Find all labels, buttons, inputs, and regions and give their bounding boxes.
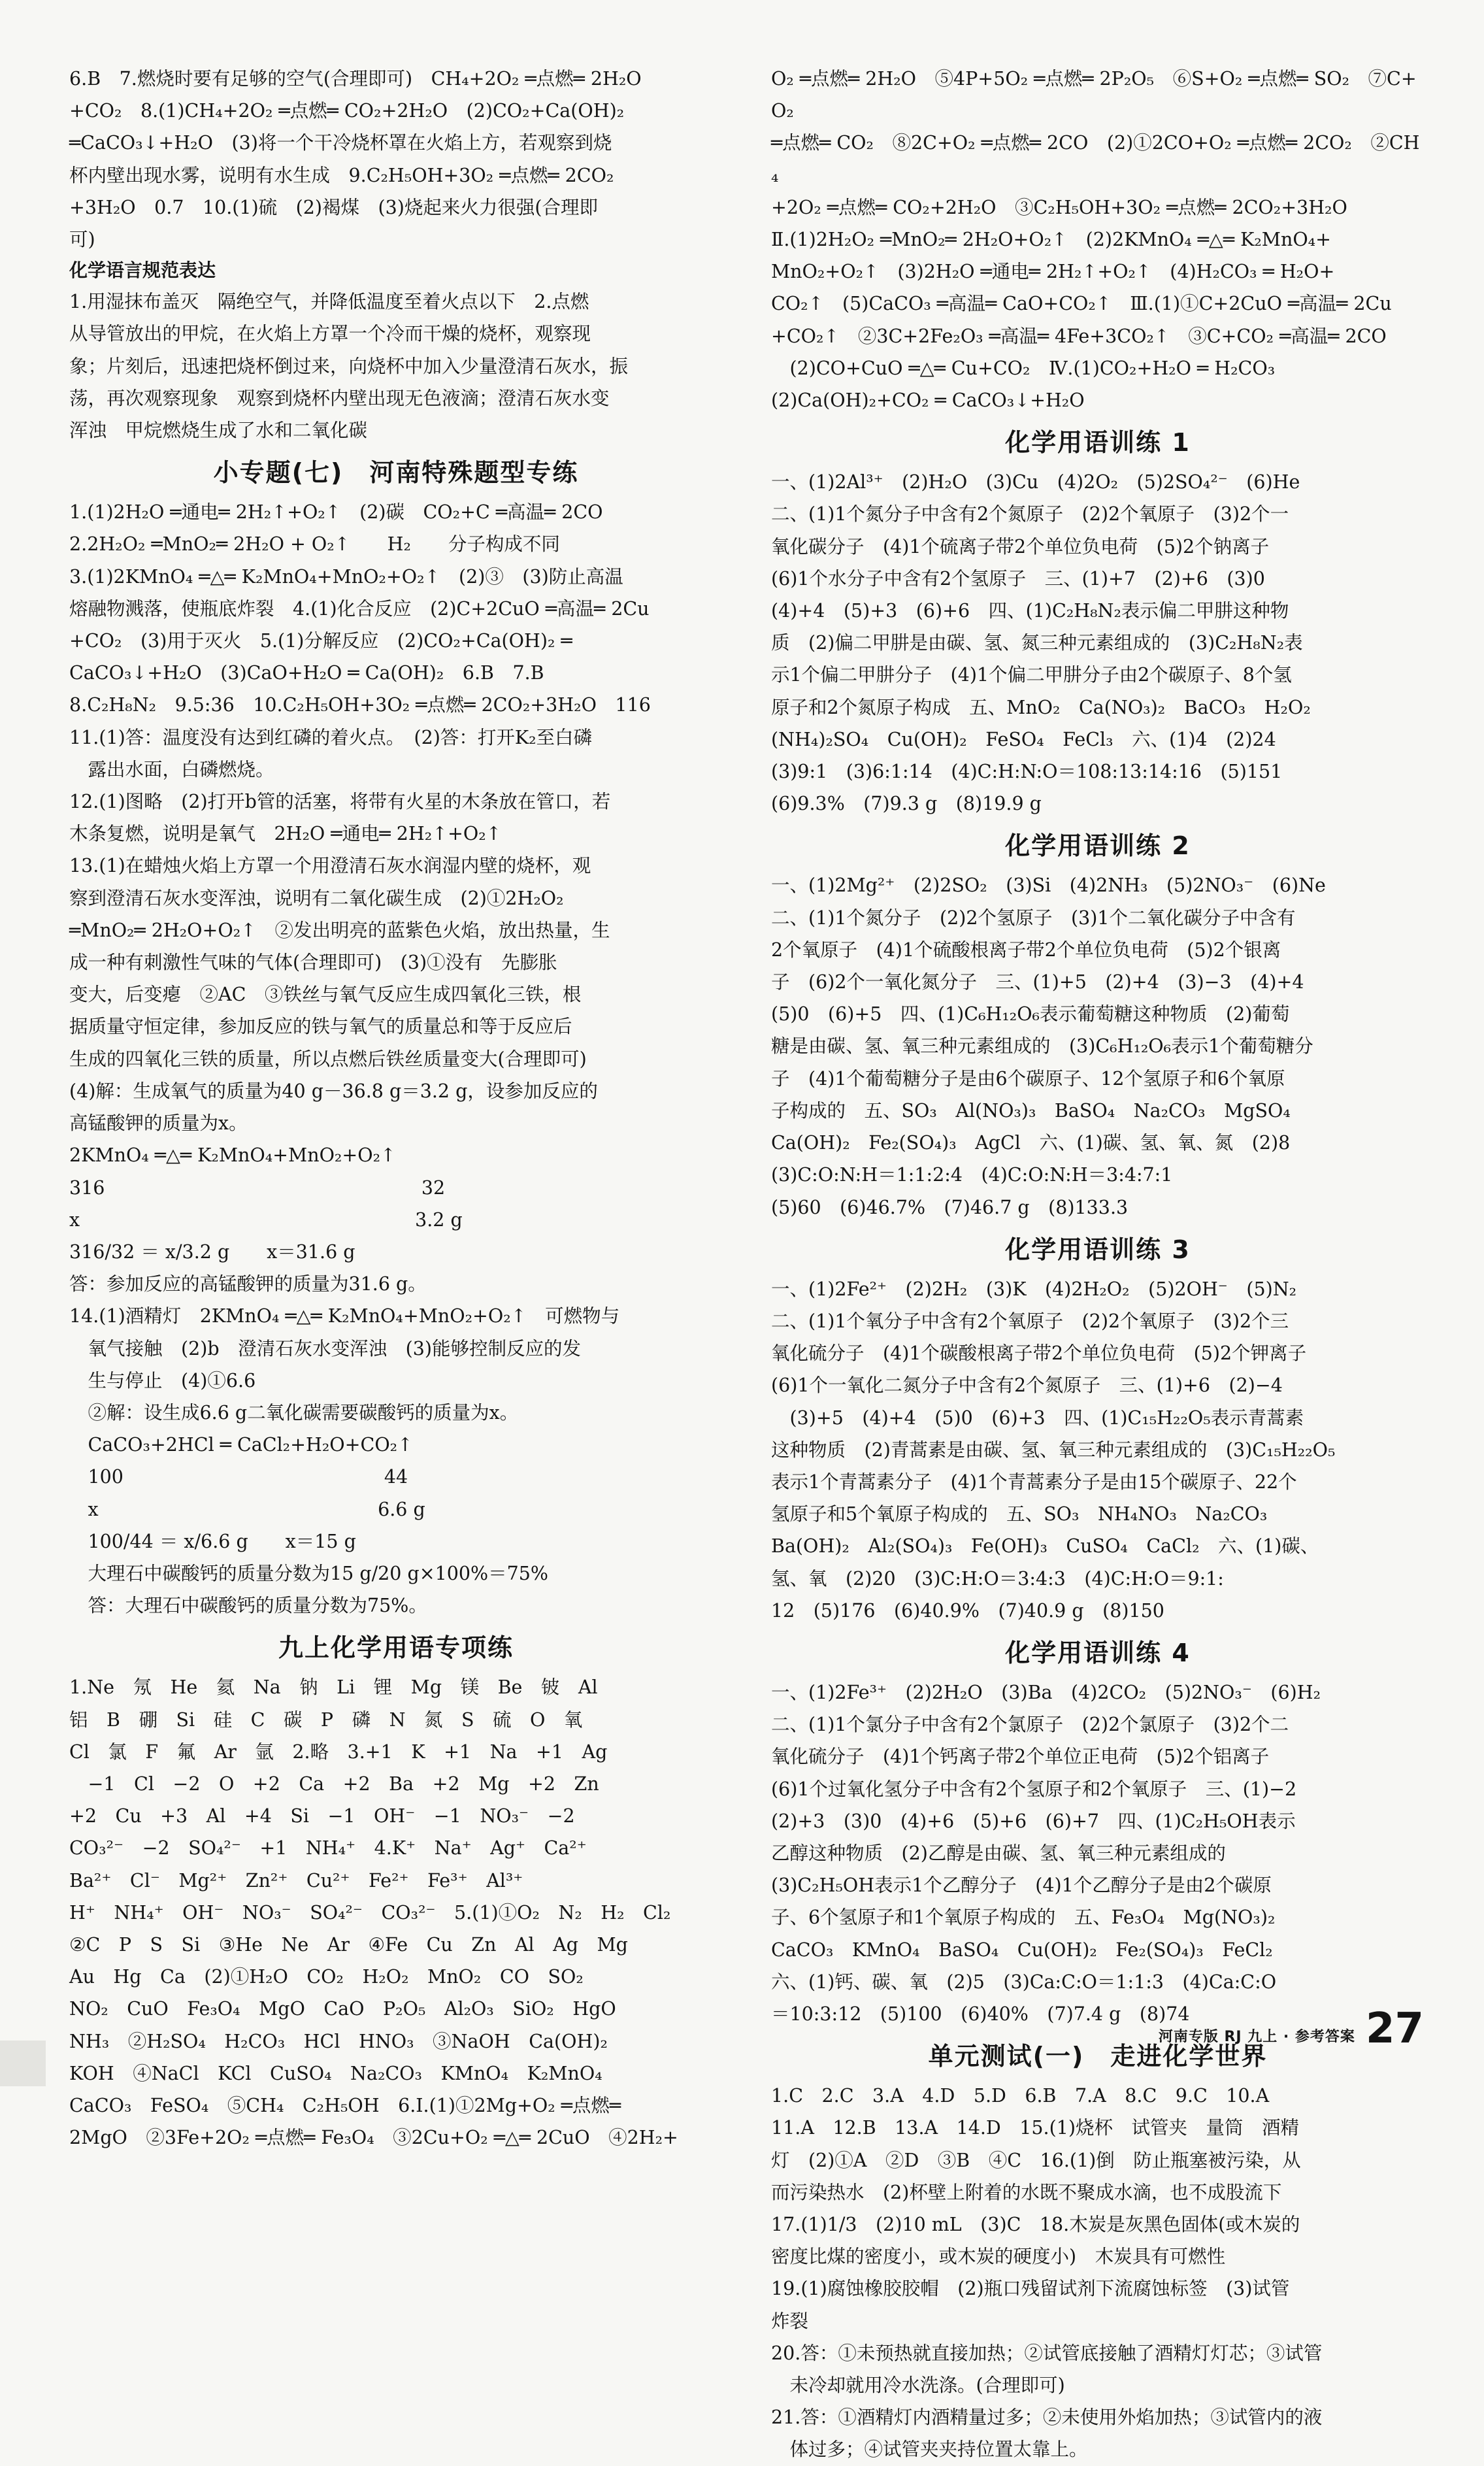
section-title: 化学用语训练 3: [1005, 1235, 1191, 1264]
answer-line: 氧化硫分子 (4)1个碳酸根离子带2个单位负电荷 (5)2个钾离子: [771, 1342, 1307, 1365]
answer-line: 子 (4)1个葡萄糖分子是由6个碳原子、12个氢原子和6个氧原: [771, 1067, 1285, 1090]
answer-line: 14.(1)酒精灯 2KMnO₄ ═△═ K₂MnO₄+MnO₂+O₂↑ 可燃物与: [69, 1305, 620, 1327]
answer-line: 乙醇这种物质 (2)乙醇是由碳、氢、氧三种元素组成的: [771, 1842, 1226, 1864]
answer-line: (6)9.3% (7)9.3 g (8)19.9 g: [771, 793, 1042, 815]
answer-line: ═CaCO₃↓+H₂O (3)将一个干冷烧杯罩在火焰上方，若观察到烧: [69, 132, 612, 154]
answer-line: 据质量守恒定律，参加反应的铁与氧气的质量总和等于反应后: [69, 1016, 572, 1038]
answer-block: [771, 1676, 1425, 2030]
answer-line: 1.Ne 氖 He 氦 Na 钠 Li 锂 Mg 镁 Be 铍 Al: [69, 1676, 598, 1699]
answer-line: (3)+5 (4)+4 (5)0 (6)+3 四、(1)C₁₅H₂₂O₅表示青蒿素: [771, 1407, 1304, 1429]
answer-line: 变大，后变瘪 ②AC ③铁丝与氧气反应生成四氧化三铁，根: [69, 984, 582, 1006]
answer-block: [771, 466, 1425, 820]
answer-line: 密度比煤的密度小，或木炭的硬度小) 木炭具有可燃性: [771, 2246, 1226, 2268]
answer-line: 17.(1)1/3 (2)10 mL (3)C 18.木炭是灰黑色固体(或木炭的: [771, 2213, 1300, 2235]
answer-line: 未冷却就用冷水洗涤。(合理即可): [771, 2374, 1065, 2396]
answer-line: 子 (6)2个一氧化氮分子 三、(1)+5 (2)+4 (3)−3 (4)+4: [771, 971, 1304, 993]
page-footer: [1158, 2005, 1424, 2053]
answer-line: (3)C₂H₅OH表示1个乙醇分子 (4)1个乙醇分子是由2个碳原: [771, 1874, 1272, 1897]
answer-line: 木条复燃，说明是氧气 2H₂O ═通电═ 2H₂↑+O₂↑: [69, 823, 502, 845]
answer-line: (NH₄)₂SO₄ Cu(OH)₂ FeSO₄ FeCl₃ 六、(1)4 (2)24: [771, 728, 1276, 750]
answer-line: 灯 (2)①A ②D ③B ④C 16.(1)倒 防止瓶塞被污染，从: [771, 2149, 1301, 2171]
answer-line: 316/32 ＝ x/3.2 g x＝31.6 g: [69, 1241, 355, 1263]
answer-line: 1.(1)2H₂O ═通电═ 2H₂↑+O₂↑ (2)碳 CO₂+C ═高温═ 2CO: [69, 501, 603, 524]
answer-line: (4)解：生成氧气的质量为40 g－36.8 g＝3.2 g，设参加反应的: [69, 1080, 598, 1102]
answer-line: 从导管放出的甲烷，在火焰上方罩一个冷而干燥的烧杯，观察现: [69, 323, 591, 345]
answer-line: Ca(OH)₂ Fe₂(SO₄)₃ AgCl 六、(1)碳、氢、氧、氮 (2)8: [771, 1132, 1291, 1154]
answer-line: 100 44: [69, 1466, 408, 1488]
answer-line: Ba(OH)₂ Al₂(SO₄)₃ Fe(OH)₃ CuSO₄ CaCl₂ 六、(1)碳、: [771, 1535, 1319, 1558]
answer-line: ═MnO₂═ 2H₂O+O₂↑ ②发出明亮的蓝紫色火焰，放出热量，生: [69, 919, 610, 941]
answer-line: 12 (5)176 (6)40.9% (7)40.9 g (8)150: [771, 1599, 1164, 1622]
answer-block: [69, 286, 723, 446]
answer-line: 一、(1)2Fe³⁺ (2)2H₂O (3)Ba (4)2CO₂ (5)2NO₃⁻ (6)H₂: [771, 1681, 1321, 1703]
answer-line: Au Hg Ca (2)①H₂O CO₂ H₂O₂ MnO₂ CO SO₂: [69, 1966, 584, 1988]
answer-block: [69, 1671, 723, 2154]
answer-line: 答：参加反应的高锰酸钾的质量为31.6 g。: [69, 1273, 427, 1295]
answer-line: 1.用湿抹布盖灭 隔绝空气，并降低温度至着火点以下 2.点燃: [69, 291, 589, 313]
answer-line: CaCO₃↓+H₂O (3)CaO+H₂O ═ Ca(OH)₂ 6.B 7.B: [69, 662, 544, 684]
answer-line: CaCO₃ FeSO₄ ⑤CH₄ C₂H₅OH 6.Ⅰ.(1)①2Mg+O₂ ═点燃═: [69, 2094, 621, 2116]
answer-line: 荡，再次观察现象 观察到烧杯内壁出现无色液滴；澄清石灰水变: [69, 387, 610, 409]
answer-line: 20.答：①未预热就直接加热；②试管底接触了酒精灯灯芯；③试管: [771, 2342, 1323, 2364]
answer-line: ②解：设生成6.6 g二氧化碳需要碳酸钙的质量为x。: [69, 1401, 519, 1424]
answer-line: 氧化碳分子 (4)1个硫离子带2个单位负电荷 (5)2个钠离子: [771, 535, 1270, 558]
answer-line: (6)1个一氧化二氮分子中含有2个氮原子 三、(1)+6 (2)−4: [771, 1375, 1283, 1397]
answer-line: 成一种有刺激性气味的气体(合理即可) (3)①没有 先膨胀: [69, 952, 557, 974]
answer-block: [69, 496, 723, 1622]
answer-line: 氢原子和5个氧原子构成的 五、SO₃ NH₄NO₃ Na₂CO₃: [771, 1503, 1268, 1525]
answer-line: 熔融物溅落，使瓶底炸裂 4.(1)化合反应 (2)C+2CuO ═高温═ 2Cu: [69, 597, 650, 620]
answer-line: 100/44 ＝ x/6.6 g x＝15 g: [69, 1530, 356, 1552]
answer-line: (3)9:1 (3)6:1:14 (4)C:H:N:O＝108:13:14:16 (5)151: [771, 761, 1283, 783]
section-title: 化学用语训练 2: [1005, 831, 1191, 861]
answer-line: 而污染热水 (2)杯壁上附着的水既不聚成水滴，也不成股流下: [771, 2181, 1282, 2203]
answer-line: +2 Cu +3 Al +4 Si −1 OH⁻ −1 NO₃⁻ −2: [69, 1805, 575, 1827]
answer-line: H⁺ NH₄⁺ OH⁻ NO₃⁻ SO₄²⁻ CO₃²⁻ 5.(1)①O₂ N₂ H₂ Cl₂: [69, 1901, 671, 1924]
answer-line: +2O₂ ═点燃═ CO₂+2H₂O ③C₂H₅OH+3O₂ ═点燃═ 2CO₂+3H₂O: [771, 196, 1347, 218]
answer-line: CaCO₃ KMnO₄ BaSO₄ Cu(OH)₂ Fe₂(SO₄)₃ FeCl₂: [771, 1939, 1273, 1961]
right-column: [771, 63, 1425, 2466]
section-title: 单元测试(一) 走进化学世界: [928, 2042, 1268, 2071]
answer-line: 答：大理石中碳酸钙的质量分数为75%。: [69, 1595, 427, 1617]
answer-line: 二、(1)1个氮分子中含有2个氮原子 (2)2个氧原子 (3)2个一: [771, 503, 1289, 525]
answer-block: [771, 1273, 1425, 1627]
answer-line: NO₂ CuO Fe₃O₄ MgO CaO P₂O₅ Al₂O₃ SiO₂ HgO: [69, 1998, 616, 2020]
answer-line: +CO₂ (3)用于灭火 5.(1)分解反应 (2)CO₂+Ca(OH)₂ ═: [69, 630, 572, 652]
answer-line: 表示1个青蒿素分子 (4)1个青蒿素分子是由15个碳原子、22个: [771, 1471, 1297, 1493]
answer-line: x 3.2 g: [69, 1208, 463, 1231]
answer-line: (6)1个水分子中含有2个氢原子 三、(1)+7 (2)+6 (3)0: [771, 567, 1265, 590]
answer-line: 316 32: [69, 1176, 446, 1199]
answer-line: 二、(1)1个氧分子中含有2个氧原子 (2)2个氧原子 (3)2个三: [771, 1310, 1289, 1332]
answer-line: 露出水面，白磷燃烧。: [69, 758, 274, 780]
answer-line: 13.(1)在蜡烛火焰上方罩一个用澄清石灰水润湿内壁的烧杯，观: [69, 855, 591, 877]
answer-line: O₂ ═点燃═ 2H₂O ⑤4P+5O₂ ═点燃═ 2P₂O₅ ⑥S+O₂ ═点燃═ SO₂ ⑦C+O₂: [771, 68, 1417, 122]
answer-line: 6.B 7.燃烧时要有足够的空气(合理即可) CH₄+2O₂ ═点燃═ 2H₂O: [69, 68, 642, 90]
answer-line: +3H₂O 0.7 10.(1)硫 (2)褐煤 (3)烧起来火力很强(合理即: [69, 196, 599, 218]
answer-line: (2)CO+CuO ═△═ Cu+CO₂ Ⅳ.(1)CO₂+H₂O ═ H₂CO₃: [771, 357, 1276, 379]
footer-text: 河南专版 RJ 九上 · 参考答案: [1158, 2029, 1355, 2045]
answer-line: 察到澄清石灰水变浑浊，说明有二氧化碳生成 (2)①2H₂O₂: [69, 887, 564, 909]
answer-line: Ba²⁺ Cl⁻ Mg²⁺ Zn²⁺ Cu²⁺ Fe²⁺ Fe³⁺ Al³⁺: [69, 1869, 523, 1891]
scan-corner: [0, 2041, 46, 2086]
answer-line: (4)+4 (5)+3 (6)+6 四、(1)C₂H₈N₂表示偏二甲肼这种物: [771, 600, 1289, 622]
answer-line: 可): [69, 229, 95, 251]
answer-line: 3.(1)2KMnO₄ ═△═ K₂MnO₄+MnO₂+O₂↑ (2)③ (3)防止高温: [69, 565, 623, 588]
answer-line: MnO₂+O₂↑ (3)2H₂O ═通电═ 2H₂↑+O₂↑ (4)H₂CO₃ ═ H₂O+: [771, 261, 1335, 283]
answer-line: 氢、氧 (2)20 (3)C:H:O＝3:4:3 (4)C:H:O＝9:1:: [771, 1567, 1224, 1590]
answer-line: CO₃²⁻ −2 SO₄²⁻ +1 NH₄⁺ 4.K⁺ Na⁺ Ag⁺ Ca²⁺: [69, 1837, 587, 1859]
answer-line: 生成的四氧化三铁的质量，所以点燃后铁丝质量变大(合理即可): [69, 1048, 587, 1070]
section-title: 化学用语训练 4: [1005, 1638, 1191, 1667]
answer-line: Cl 氯 F 氟 Ar 氩 2.略 3.+1 K +1 Na +1 Ag: [69, 1741, 608, 1763]
answer-line: 2个氧原子 (4)1个硫酸根离子带2个单位负电荷 (5)2个银离: [771, 939, 1281, 961]
answer-line: 2MgO ②3Fe+2O₂ ═点燃═ Fe₃O₄ ③2Cu+O₂ ═△═ 2CuO ④2H₂+: [69, 2127, 678, 2149]
answer-line: CaCO₃+2HCl ═ CaCl₂+H₂O+CO₂↑: [69, 1434, 413, 1456]
answer-line: 一、(1)2Fe²⁺ (2)2H₂ (3)K (4)2H₂O₂ (5)2OH⁻ (5)N₂: [771, 1278, 1297, 1300]
answer-line: x 6.6 g: [69, 1498, 425, 1520]
answer-line: 子构成的 五、SO₃ Al(NO₃)₃ BaSO₄ Na₂CO₃ MgSO₄: [771, 1099, 1291, 1122]
answer-line: 大理石中碳酸钙的质量分数为15 g/20 g×100%＝75%: [69, 1562, 548, 1584]
answer-block: [771, 869, 1425, 1223]
answer-line: 一、(1)2Mg²⁺ (2)2SO₂ (3)Si (4)2NH₃ (5)2NO₃⁻ (6)Ne: [771, 875, 1326, 897]
answer-line: 2KMnO₄ ═△═ K₂MnO₄+MnO₂+O₂↑: [69, 1144, 396, 1167]
answer-line: KOH ④NaCl KCl CuSO₄ Na₂CO₃ KMnO₄ K₂MnO₄: [69, 2062, 602, 2084]
answer-line: (3)C:O:N:H＝1:1:2:4 (4)C:O:N:H＝3:4:7:1: [771, 1164, 1173, 1186]
answer-line: +CO₂↑ ②3C+2Fe₂O₃ ═高温═ 4Fe+3CO₂↑ ③C+CO₂ ═高温═ 2CO: [771, 325, 1387, 347]
answer-line: CO₂↑ (5)CaCO₃ ═高温═ CaO+CO₂↑ Ⅲ.(1)①C+2CuO ═高温═ 2Cu: [771, 293, 1392, 315]
answer-line: 炸裂: [771, 2310, 809, 2332]
answer-line: 六、(1)钙、碳、氧 (2)5 (3)Ca:C:O＝1:1:3 (4)Ca:C:O: [771, 1971, 1277, 1993]
answer-line: 高锰酸钾的质量为x。: [69, 1112, 248, 1135]
section-title: 化学用语训练 1: [1005, 428, 1191, 458]
answer-line: 11.A 12.B 13.A 14.D 15.(1)烧杯 试管夹 量筒 酒精: [771, 2117, 1299, 2139]
answer-line: 浑浊 甲烷燃烧生成了水和二氧化碳: [69, 420, 368, 442]
section-title: 小专题(七) 河南特殊题型专练: [213, 458, 579, 488]
answer-line: 象；片刻后，迅速把烧杯倒过来，向烧杯中加入少量澄清石灰水，振: [69, 355, 629, 377]
answer-block: [771, 63, 1425, 416]
answer-line: 子、6个氢原子和1个氧原子构成的 五、Fe₃O₄ Mg(NO₃)₂: [771, 1907, 1276, 1929]
answer-line: (2)Ca(OH)₂+CO₂ ═ CaCO₃↓+H₂O: [771, 390, 1085, 412]
answer-line: NH₃ ②H₂SO₄ H₂CO₃ HCl HNO₃ ③NaOH Ca(OH)₂: [69, 2030, 608, 2052]
answer-line: +CO₂ 8.(1)CH₄+2O₂ ═点燃═ CO₂+2H₂O (2)CO₂+Ca(OH)₂: [69, 100, 625, 122]
left-column: [69, 63, 723, 2154]
answer-line: ②C P S Si ③He Ne Ar ④Fe Cu Zn Al Ag Mg: [69, 1933, 628, 1956]
answer-line: 示1个偏二甲肼分子 (4)1个偏二甲肼分子由2个碳原子、8个氢: [771, 664, 1292, 686]
answer-line: 铝 B 硼 Si 硅 C 碳 P 磷 N 氮 S 硫 O 氧: [69, 1708, 583, 1731]
answer-line: 体过多；④试管夹夹持位置太靠上。: [771, 2439, 1088, 2461]
answer-line: 一、(1)2Al³⁺ (2)H₂O (3)Cu (4)2O₂ (5)2SO₄²⁻ (6)He: [771, 471, 1300, 493]
answer-line: 19.(1)腐蚀橡胶胶帽 (2)瓶口残留试剂下流腐蚀标签 (3)试管: [771, 2278, 1290, 2300]
answer-line: 2.2H₂O₂ ═MnO₂═ 2H₂O + O₂↑ H₂ 分子构成不同: [69, 533, 560, 556]
answer-block: [771, 2080, 1425, 2465]
answer-line: 11.(1)答：温度没有达到红磷的着火点。 (2)答：打开K₂至白磷: [69, 726, 593, 748]
answer-line: 质 (2)偏二甲肼是由碳、氢、氮三种元素组成的 (3)C₂H₈N₂表: [771, 632, 1303, 654]
answer-line: 原子和2个氮原子构成 五、MnO₂ Ca(NO₃)₂ BaCO₃ H₂O₂: [771, 696, 1311, 718]
answer-line: (6)1个过氧化氢分子中含有2个氢原子和2个氧原子 三、(1)−2: [771, 1778, 1297, 1800]
answer-line: 这种物质 (2)青蒿素是由碳、氢、氧三种元素组成的 (3)C₁₅H₂₂O₅: [771, 1439, 1336, 1461]
section-title: 九上化学用语专项练: [278, 1633, 514, 1663]
answer-line: ＝10:3:12 (5)100 (6)40% (7)7.4 g (8)74: [771, 2003, 1190, 2025]
answer-line: −1 Cl −2 O +2 Ca +2 Ba +2 Mg +2 Zn: [69, 1773, 599, 1795]
answer-line: 二、(1)1个氮分子 (2)2个氢原子 (3)1个二氧化碳分子中含有: [771, 907, 1296, 929]
answer-line: Ⅱ.(1)2H₂O₂ ═MnO₂═ 2H₂O+O₂↑ (2)2KMnO₄ ═△═ K₂MnO₄+: [771, 229, 1331, 251]
answer-line: 杯内壁出现水雾，说明有水生成 9.C₂H₅OH+3O₂ ═点燃═ 2CO₂: [69, 164, 614, 186]
answer-line: 氧气接触 (2)b 澄清石灰水变浑浊 (3)能够控制反应的发: [69, 1337, 581, 1359]
answer-block: [69, 63, 723, 256]
answer-line: (5)0 (6)+5 四、(1)C₆H₁₂O₆表示葡萄糖这种物质 (2)葡萄: [771, 1003, 1290, 1025]
sub-title: 化学语言规范表达: [69, 259, 216, 282]
answer-line: (5)60 (6)46.7% (7)46.7 g (8)133.3: [771, 1196, 1129, 1218]
answer-line: 生与停止 (4)①6.6: [69, 1369, 256, 1391]
answer-line: 氧化硫分子 (4)1个钙离子带2个单位正电荷 (5)2个铝离子: [771, 1746, 1270, 1768]
answer-line: 1.C 2.C 3.A 4.D 5.D 6.B 7.A 8.C 9.C 10.A: [771, 2085, 1270, 2107]
answer-line: 8.C₂H₈N₂ 9.5:36 10.C₂H₅OH+3O₂ ═点燃═ 2CO₂+3H₂O 116: [69, 694, 651, 716]
page-number: 27: [1365, 2005, 1424, 2053]
answer-line: ═点燃═ CO₂ ⑧2C+O₂ ═点燃═ 2CO (2)①2CO+O₂ ═点燃═ 2CO₂ ②CH₄: [771, 132, 1420, 186]
answer-line: 12.(1)图略 (2)打开b管的活塞，将带有火星的木条放在管口，若: [69, 791, 611, 813]
answer-line: (2)+3 (3)0 (4)+6 (5)+6 (6)+7 四、(1)C₂H₅OH表示: [771, 1810, 1296, 1832]
answer-line: 21.答：①酒精灯内酒精量过多；②未使用外焰加热；③试管内的液: [771, 2407, 1323, 2429]
answer-line: 糖是由碳、氢、氧三种元素组成的 (3)C₆H₁₂O₆表示1个葡萄糖分: [771, 1035, 1313, 1058]
answer-line: 二、(1)1个氯分子中含有2个氯原子 (2)2个氯原子 (3)2个二: [771, 1714, 1289, 1736]
